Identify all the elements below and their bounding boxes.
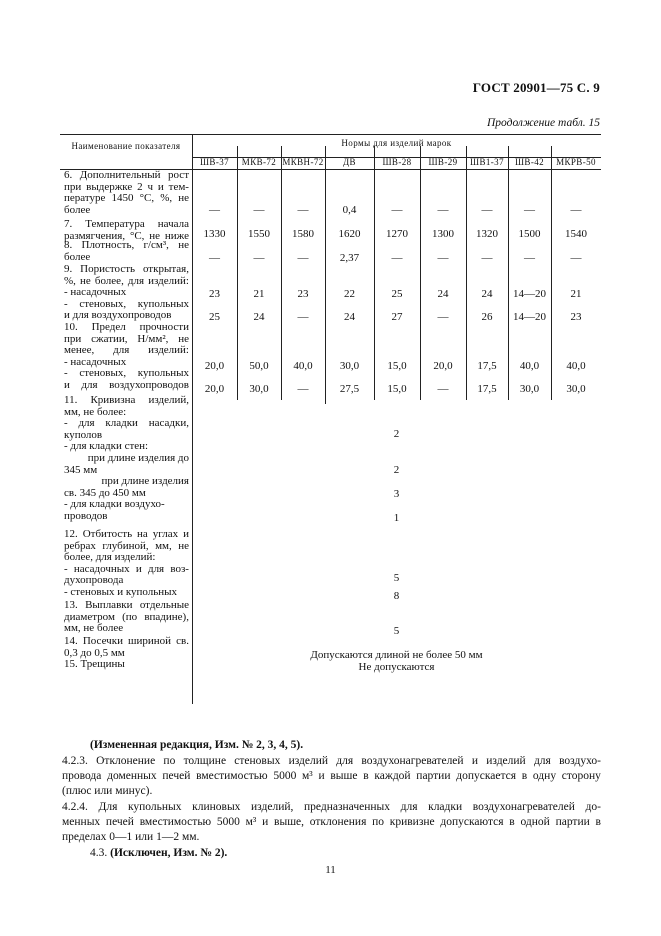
row-label-line: - для кладки стен: — [64, 440, 149, 453]
row-label-line: при длине изделия — [101, 475, 189, 488]
row-label-line: и для воздухопроводов — [64, 378, 189, 391]
row-label-line: 345 мм — [64, 463, 98, 476]
row-label-line: мм, не более: — [64, 405, 127, 418]
row-label-line: ребрах глубиной, мм, не — [64, 539, 189, 552]
row-label — [64, 170, 189, 216]
value-cell: 24 — [437, 288, 449, 300]
paragraph-line: 4.2.3. Отклонение по толщине стеновых изделий для воздухонагревателей и изделий для воздухо- — [62, 755, 601, 767]
value-cell: 30,0 — [519, 383, 540, 395]
row-label — [64, 322, 189, 392]
row-label-line: при сжатии, Н/мм², не — [64, 332, 189, 345]
row-label-line: куполов — [64, 428, 103, 441]
curvature-345-value: 2 — [393, 464, 400, 476]
value-cell: 1320 — [476, 228, 498, 240]
value-cell: — — [481, 252, 493, 264]
row-label-line: проводов — [64, 509, 108, 522]
row-label-line: 12. Отбитость на углах и — [64, 528, 189, 540]
row-label-line: - стеновых, купольных — [64, 367, 189, 380]
cracks-value: Не допускаются — [358, 661, 435, 673]
chipping-nasadochnykh-value: 5 — [393, 572, 400, 584]
value-cell: 24 — [253, 311, 265, 323]
row-label-line: - насадочных — [64, 286, 127, 299]
value-cell: 1540 — [565, 228, 587, 240]
row-label-line: 13. Выплавки отдельные — [64, 599, 189, 611]
value-cell: 23 — [570, 311, 582, 323]
table-continuation-label: Продолжение табл. 15 — [487, 117, 600, 129]
paragraph-bold-text: (Исключен, Изм. № 2). — [110, 847, 228, 859]
value-cell: — — [437, 383, 449, 395]
value-cell: 14—20 — [513, 288, 546, 300]
value-cell: — — [253, 252, 265, 264]
curvature-nasadki-value: 2 — [393, 428, 400, 440]
value-cell: 30,0 — [339, 360, 360, 372]
value-cell: 20,0 — [204, 383, 225, 395]
value-cell: — — [209, 204, 220, 216]
row-label-line: 14. Посечки шириной св. — [64, 635, 189, 647]
row-label — [64, 395, 189, 523]
value-cell: 1500 — [518, 228, 541, 240]
brand-header: МКВ-72 — [241, 157, 277, 167]
row-label-line: 0,3 до 0,5 мм — [64, 646, 125, 659]
page-header: ГОСТ 20901—75 С. 9 — [472, 80, 600, 95]
row-label-line: более, для изделий: — [64, 551, 156, 564]
brand-header: ДВ — [343, 157, 356, 167]
row-label-line: размягчения, °С, не ниже — [64, 229, 189, 242]
row-label-line: - для кладки воздухо- — [64, 498, 165, 511]
value-cell: 26 — [481, 311, 493, 323]
melt-value: 5 — [393, 625, 400, 637]
edit-note: (Измененная редакция, Изм. № 2, 3, 4, 5). — [90, 739, 304, 751]
value-cell: 25 — [391, 288, 403, 300]
curvature-vozdukh-value: 1 — [393, 512, 400, 524]
column-group-header: Нормы для изделий марок — [341, 138, 452, 148]
value-cell: 20,0 — [433, 360, 453, 372]
paragraph-4-2-3 — [62, 754, 601, 800]
paragraph-line: провода доменных печей вместимостью 5000 м³ и выше в каждой партии допускается в одну сторону — [62, 770, 601, 783]
paragraph-4-3 — [90, 846, 601, 861]
row-label-line: 10. Предел прочности — [64, 321, 189, 333]
brand-header: МКВН-72 — [282, 157, 324, 167]
value-cell: — — [437, 252, 449, 264]
row-label-line: при длине изделия до — [87, 451, 189, 464]
value-cell: 14—20 — [513, 311, 546, 323]
value-cell: 23 — [209, 288, 220, 300]
row-label-line: 15. Трещины — [64, 658, 125, 670]
value-cell: — — [524, 204, 535, 216]
paragraph-line: (плюс или минус). — [62, 785, 153, 798]
row-label-line: - насадочных и для воз- — [64, 562, 189, 575]
page-number: 11 — [325, 864, 336, 876]
value-cell: — — [570, 204, 582, 216]
value-cell: — — [391, 204, 403, 216]
paragraph-line: менных печей вместимостью 5000 м³ и выше, отклонения по кривизне допускаются в одной партии в — [62, 816, 601, 829]
value-cell: — — [297, 311, 309, 323]
value-cell: 1270 — [386, 228, 408, 240]
brand-header: ШВ-28 — [382, 157, 412, 167]
row-label-line: 7. Температура начала — [64, 218, 189, 230]
column-header-indicator: Наименование показателя — [71, 141, 181, 151]
value-cell: 15,0 — [387, 360, 407, 372]
curvature-450-value: 3 — [393, 488, 400, 500]
value-cell: 1580 — [292, 228, 314, 240]
value-cell: — — [570, 252, 582, 264]
brand-header: ШВ-37 — [199, 157, 230, 167]
row-label-line: пературе 1450 °С, %, не — [64, 192, 189, 205]
value-cell: 24 — [481, 288, 493, 300]
brand-header: ШВ1-37 — [470, 157, 504, 167]
label-column-divider — [192, 134, 193, 704]
value-cell: 15,0 — [387, 383, 407, 395]
value-cell: — — [391, 252, 403, 264]
value-cell: — — [297, 252, 309, 264]
brand-header: ШВ-29 — [428, 157, 458, 167]
value-cell: — — [209, 252, 220, 264]
row-label-line: - насадочных — [64, 355, 127, 368]
value-cell: 0,4 — [342, 204, 357, 216]
chipping-stenovykh-value: 8 — [393, 590, 400, 602]
row-label-line: 11. Кривизна изделий, — [64, 394, 189, 406]
value-cell: — — [297, 204, 309, 216]
value-cell: 1300 — [432, 228, 454, 240]
row-label-line: более — [64, 203, 91, 216]
row-label-line: и для воздухопроводов — [64, 309, 172, 322]
value-cell: 21 — [570, 288, 582, 300]
row-label — [64, 600, 189, 635]
value-cell: 1620 — [338, 228, 361, 240]
row-label-line: диаметром (по впадине), — [64, 610, 189, 623]
row-label-line: - для кладки насадки, — [64, 417, 189, 430]
value-cell: 25 — [209, 311, 220, 323]
row-label-line: 6. Дополнительный рост — [64, 169, 189, 181]
row-label-line: при выдержке 2 ч и тем- — [64, 180, 189, 193]
value-cell: 1330 — [203, 228, 226, 240]
value-cell: 17,5 — [477, 360, 497, 372]
row-label — [64, 636, 189, 659]
row-label-line: мм, не более — [64, 622, 124, 635]
table-top-rule — [60, 134, 601, 135]
row-label — [64, 529, 189, 599]
value-cell: 30,0 — [249, 383, 269, 395]
value-cell: 24 — [344, 311, 355, 323]
paragraph-line: 4.2.4. Для купольных клиновых изделий, предназначенных для кладки воздухонагревателей до- — [62, 801, 601, 813]
row-label-line: - стеновых, купольных — [64, 297, 189, 310]
paragraph-text: 4.3. — [90, 847, 111, 859]
row-label-line: св. 345 до 450 мм — [64, 486, 146, 499]
value-cell: 2,37 — [339, 252, 360, 264]
brand-header: ШВ-42 — [514, 157, 545, 167]
value-cell: 30,0 — [566, 383, 586, 395]
value-cell: — — [524, 252, 535, 264]
paragraph-4-2-4 — [62, 800, 601, 846]
row-label-line: %, не более, для изделий: — [64, 274, 189, 287]
value-cell: 22 — [344, 288, 355, 300]
value-cell: — — [253, 204, 265, 216]
row-label-line: 8. Плотность, г/см³, не — [64, 239, 189, 251]
value-cell: — — [437, 311, 449, 323]
row-label — [64, 659, 189, 671]
value-cell: 1550 — [248, 228, 270, 240]
value-cell: 27 — [391, 311, 403, 323]
row-label-line: менее, для изделий: — [64, 344, 189, 357]
value-cell: — — [437, 204, 449, 216]
value-cell: 27,5 — [339, 383, 360, 395]
paragraph-line: пределах 0—1 или 1—2 мм. — [62, 831, 200, 844]
value-cell: 40,0 — [519, 360, 540, 372]
row-label-line: духопровода — [64, 574, 124, 587]
row-label — [64, 240, 189, 263]
row-label — [64, 264, 189, 322]
row-label-line: более — [64, 250, 91, 263]
value-cell: 40,0 — [293, 360, 313, 372]
value-cell: — — [481, 204, 493, 216]
value-cell: 20,0 — [204, 360, 225, 372]
row-label-line: 9. Пористость открытая, — [64, 263, 189, 275]
brand-header: МКРВ-50 — [556, 157, 596, 167]
value-cell: 17,5 — [477, 383, 497, 395]
value-cell: 40,0 — [566, 360, 586, 372]
value-cell: 50,0 — [249, 360, 269, 372]
hairline-cracks-value: Допускаются длиной не более 50 мм — [310, 649, 483, 661]
value-cell: 21 — [253, 288, 265, 300]
row-label-line: - стеновых и купольных — [64, 585, 178, 598]
value-cell: 23 — [297, 288, 309, 300]
value-cell: — — [297, 383, 309, 395]
